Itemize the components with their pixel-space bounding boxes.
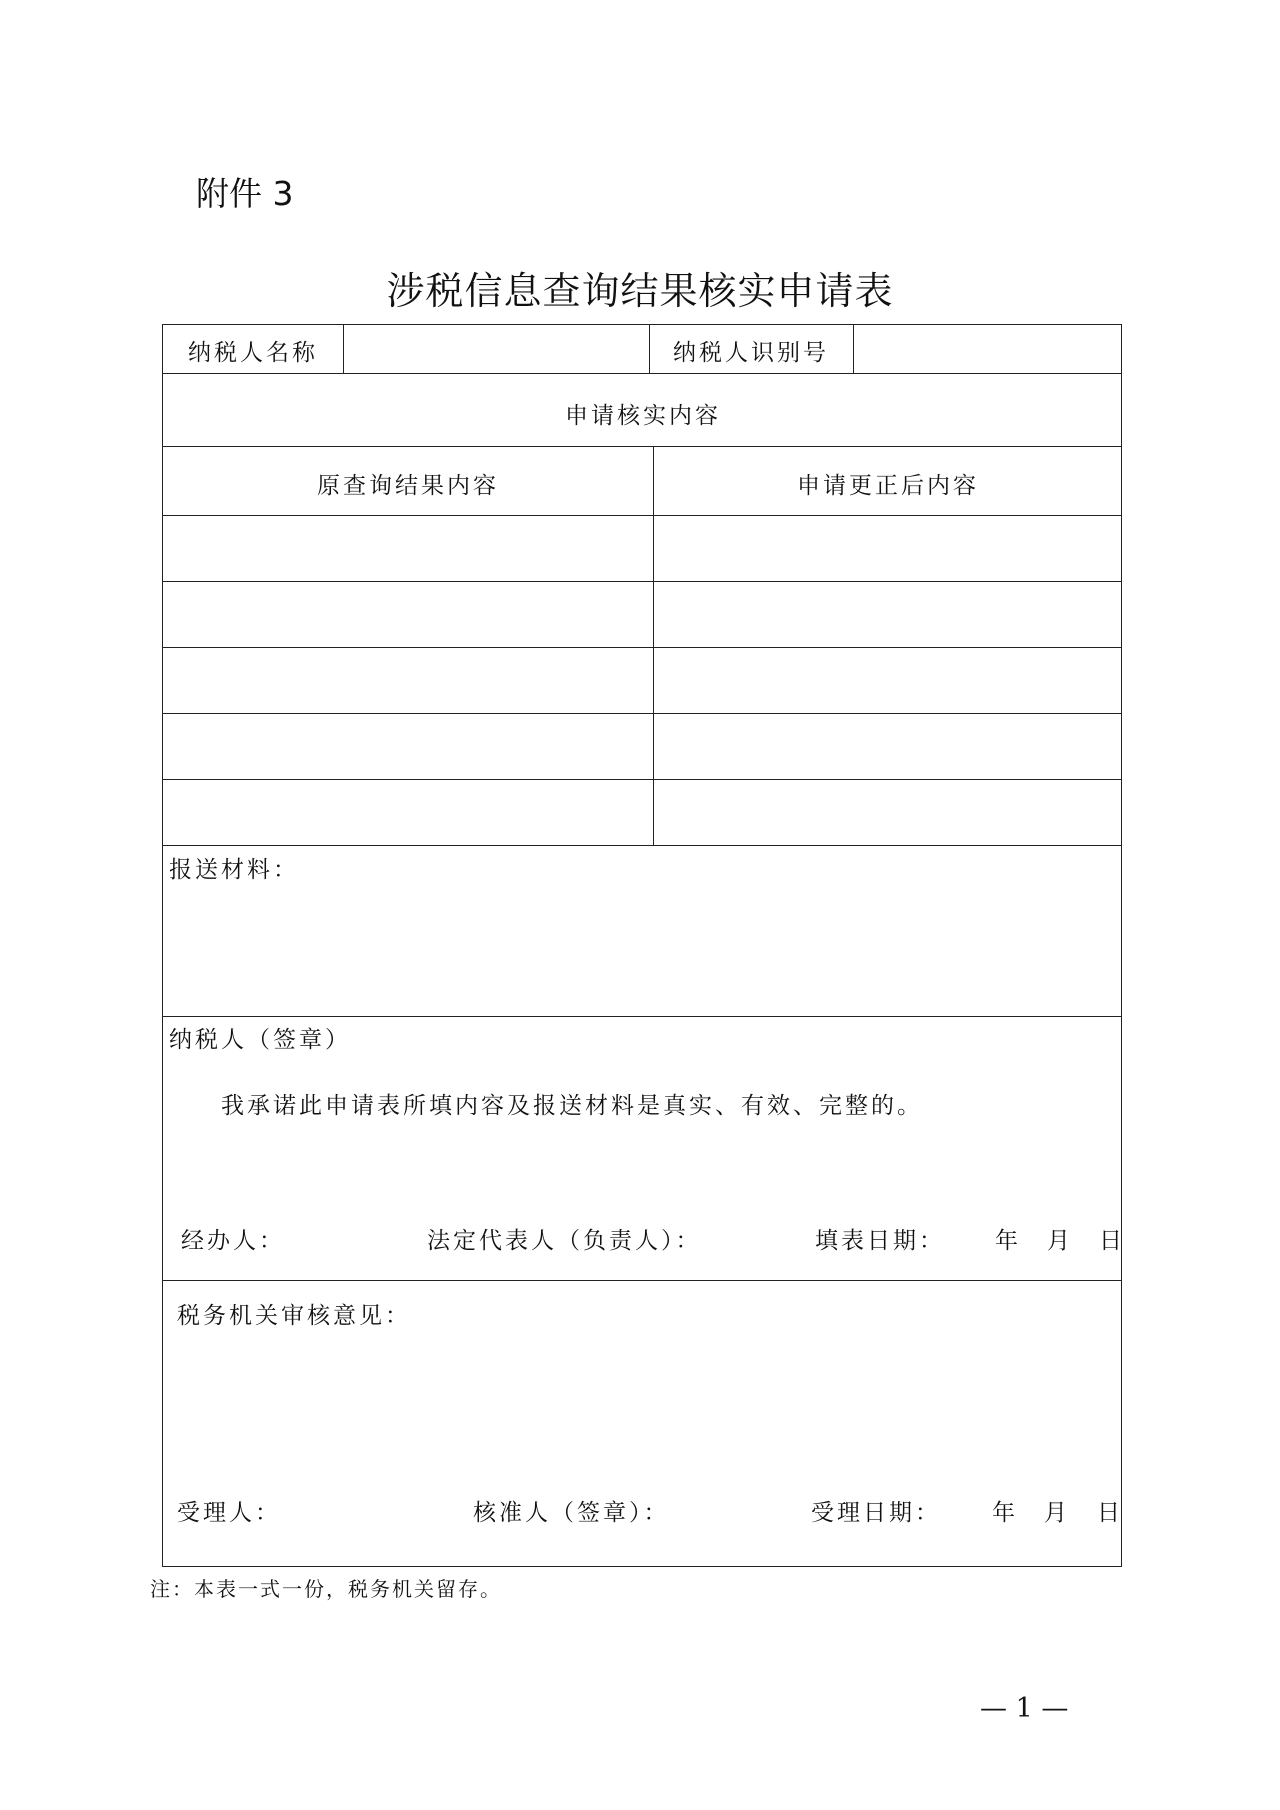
row-divider xyxy=(163,713,1121,714)
col-divider xyxy=(653,446,654,845)
corrected-content-header: 申请更正后内容 xyxy=(797,473,979,499)
accept-date-month: 月 xyxy=(1044,1500,1070,1526)
taxpayer-name-label: 纳税人名称 xyxy=(188,340,318,366)
col-divider xyxy=(343,325,344,373)
corrected-content-cell[interactable] xyxy=(655,649,1121,711)
footnote: 注：本表一式一份，税务机关留存。 xyxy=(150,1577,502,1601)
handler-label: 经办人： xyxy=(181,1228,285,1254)
original-content-cell[interactable] xyxy=(165,781,651,843)
row-divider xyxy=(163,446,1121,447)
form-title: 涉税信息查询结果核实申请表 xyxy=(386,269,894,313)
tax-office-opinion-label: 税务机关审核意见： xyxy=(177,1303,411,1329)
fill-date-month: 月 xyxy=(1047,1228,1073,1254)
row-divider xyxy=(163,647,1121,648)
attachment-label: 附件 3 xyxy=(196,174,294,213)
row-divider xyxy=(163,1280,1121,1281)
accept-date-label: 受理日期： xyxy=(811,1500,941,1526)
original-content-header: 原查询结果内容 xyxy=(317,473,499,499)
row-divider xyxy=(163,845,1121,846)
original-content-cell[interactable] xyxy=(165,649,651,711)
receiver-label: 受理人： xyxy=(177,1500,281,1526)
approver-label: 核准人（签章）： xyxy=(473,1500,670,1526)
row-divider xyxy=(163,581,1121,582)
materials-label: 报送材料： xyxy=(169,857,299,883)
original-content-cell[interactable] xyxy=(165,517,651,579)
verify-section-title: 申请核实内容 xyxy=(565,403,721,429)
corrected-content-cell[interactable] xyxy=(655,781,1121,843)
col-divider xyxy=(853,325,854,373)
legal-rep-label: 法定代表人（负责人）： xyxy=(427,1228,702,1254)
accept-date-year: 年 xyxy=(992,1500,1018,1526)
accept-date-day: 日 xyxy=(1097,1500,1123,1526)
original-content-cell[interactable] xyxy=(165,715,651,777)
fill-date-label: 填表日期： xyxy=(815,1228,945,1254)
taxpayer-id-field[interactable] xyxy=(855,327,1121,371)
fill-date-day: 日 xyxy=(1099,1228,1125,1254)
taxpayer-signature-label: 纳税人（签章） xyxy=(169,1027,351,1053)
row-divider xyxy=(163,515,1121,516)
pledge-text: 我承诺此申请表所填内容及报送材料是真实、有效、完整的。 xyxy=(221,1093,923,1119)
row-divider xyxy=(163,779,1121,780)
fill-date-year: 年 xyxy=(995,1228,1021,1254)
page-number: — 1 — xyxy=(980,1693,1069,1724)
taxpayer-name-field[interactable] xyxy=(345,327,647,371)
row-divider xyxy=(163,373,1121,374)
corrected-content-cell[interactable] xyxy=(655,583,1121,645)
row-divider xyxy=(163,1016,1121,1017)
original-content-cell[interactable] xyxy=(165,583,651,645)
corrected-content-cell[interactable] xyxy=(655,517,1121,579)
corrected-content-cell[interactable] xyxy=(655,715,1121,777)
taxpayer-id-label: 纳税人识别号 xyxy=(673,340,829,366)
application-form xyxy=(162,324,1125,1567)
